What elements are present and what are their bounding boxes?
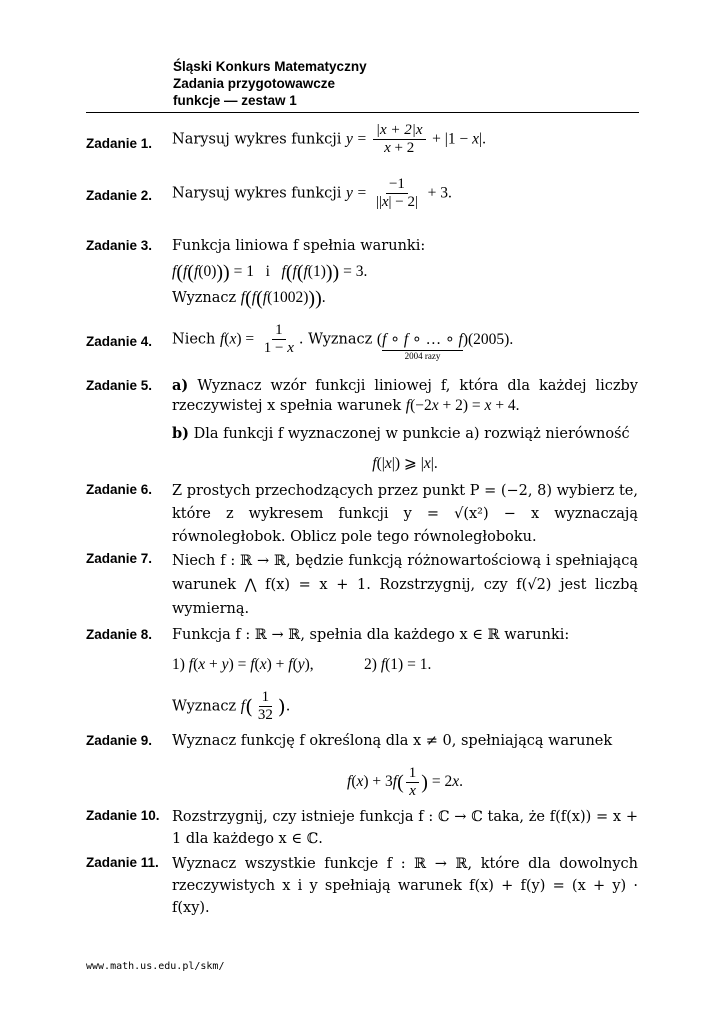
task-8-label: Zadanie 8. [86, 627, 153, 642]
task-8-text2: Wyznacz [172, 698, 237, 715]
task-3-label: Zadanie 3. [86, 238, 153, 253]
task-3-text: Funkcja liniowa f spełnia warunki: [172, 238, 426, 254]
task-4-text2: Wyznacz [308, 331, 373, 348]
task-6-text: Z prostych przechodzących przez punkt P = (−2, 8) wybierz te, które z wykresem funkcji y = √(x²) − x wyznaczają równoległobok. Oblicz pole tego równoległoboku. [172, 483, 638, 545]
task-9-content: Wyznacz funkcję f określoną dla x ≠ 0, spełniającą warunek f(x) + 3f( $\frac{1}{x}$ ) = 2x. [172, 731, 638, 800]
task-7-text: Niech f : ℝ → ℝ, będzie funkcją różnowartościową i spełniającą warunek ⋀ f(x) = x + 1. Rozstrzygnij, czy f(√2) jest liczbą wymierną. [172, 553, 638, 617]
footer-url: www.math.us.edu.pl/skm/ [86, 961, 225, 972]
task-2-text: Narysuj wykres funkcji [172, 185, 342, 202]
task-1-text: Narysuj wykres funkcji [172, 131, 342, 148]
task-7-label: Zadanie 7. [86, 551, 153, 566]
task-9-text: Wyznacz funkcję f określoną dla x ≠ 0, spełniającą warunek [172, 733, 613, 749]
task-9-label: Zadanie 9. [86, 733, 153, 748]
task-3-text2: Wyznacz [172, 290, 237, 307]
header-rule [86, 112, 639, 113]
task-5-text-b: Dla funkcji f wyznaczonej w punkcie a) rozwiąż nierówność [193, 426, 630, 442]
header-set: funkcje — zestaw 1 [173, 93, 297, 108]
task-5-label: Zadanie 5. [86, 378, 153, 393]
task-6-label: Zadanie 6. [86, 482, 153, 497]
task-8-text: Funkcja f : ℝ → ℝ, spełnia dla każdego x ∈ ℝ warunki: [172, 627, 570, 643]
header-subtitle: Zadania przygotowawcze [173, 76, 336, 91]
task-8-content: Funkcja f : ℝ → ℝ, spełnia dla każdego x ∈ ℝ warunki: 1) f(x + y) = f(x) + f(y), 2) f(1) = 1. Wyznacz f( $\frac{1}{32}$ ). [172, 625, 638, 724]
task-3-content: Funkcja liniowa f spełnia warunki: f(f(f(0))) = 1 i f(f(f(1))) = 3. Wyznacz f(f(f(1002))). [172, 236, 638, 309]
task-10-label: Zadanie 10. [86, 808, 160, 823]
task-10-text: Rozstrzygnij, czy istnieje funkcja f : ℂ → ℂ taka, że f(f(x)) = x + 1 dla każdego x ∈ ℂ. [172, 809, 638, 847]
task-1-content: Narysuj wykres funkcji y = $\frac{|x + 2|x}{x + 2}$ + |1 − x|. [172, 122, 486, 156]
task-4-text: Niech [172, 331, 216, 348]
task-2-label: Zadanie 2. [86, 188, 153, 203]
task-1-label: Zadanie 1. [86, 136, 153, 151]
task-4-content: Niech f(x) = $\frac{1}{1 - x}$ . Wyznacz (f ∘ f ∘ … ∘ f 2004 razy )(2005). [172, 322, 514, 361]
task-2-content: Narysuj wykres funkcji y = $\frac{-1}{||x| - 2|}$ + 3. [172, 176, 452, 210]
task-11-label: Zadanie 11. [86, 855, 159, 870]
task-4-label: Zadanie 4. [86, 334, 153, 349]
task-5-text-a: Wyznacz wzór funkcji liniowej f, która dla każdej liczby rzeczywistej x spełnia warunek [172, 378, 638, 414]
header-title: Śląski Konkurs Matematyczny [173, 59, 367, 74]
task-5-content: a) Wyznacz wzór funkcji liniowej f, która dla każdej liczby rzeczywistej x spełnia warunek f(−2x + 2) = x + 4. b) Dla funkcji f wyznaczonej w punkcie a) rozwiąż nierówność f(|x|) ⩾ |x|. [172, 377, 638, 472]
task-4-brace-note: 2004 razy [382, 350, 463, 361]
task-11-text: Wyznacz wszystkie funkcje f : ℝ → ℝ, które dla dowolnych rzeczywistych x i y spełniają warunek f(x) + f(y) = (x + y) · f(xy). [172, 856, 638, 916]
document-header [173, 58, 367, 109]
